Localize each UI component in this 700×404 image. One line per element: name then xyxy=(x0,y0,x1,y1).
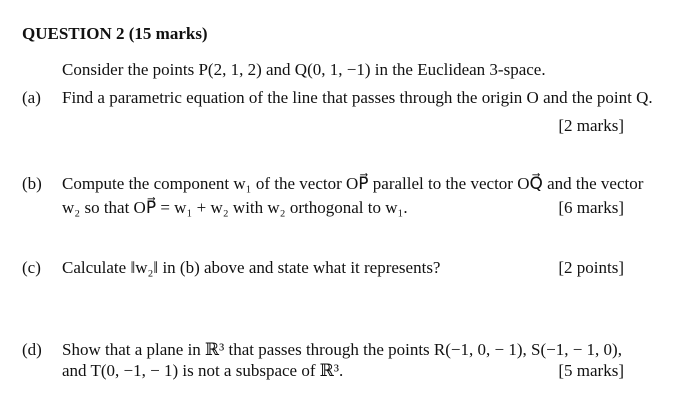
part-d-label: (d) xyxy=(22,340,42,359)
part-a-text: Find a parametric equation of the line that passes through the origin O and the point Q. xyxy=(62,88,653,107)
part-d-text-line-2: and T(0, −1, − 1) is not a subspace of ℝ³. xyxy=(62,361,344,380)
part-d-text-line-1: Show that a plane in ℝ³ that passes through the points R(−1, 0, − 1), S(−1, − 1, 0), xyxy=(62,340,622,359)
part-c-marks: [2 points] xyxy=(558,258,624,277)
part-b-text-line-2: w₂ so that OP⃗ = w₁ + w₂ with w₂ orthogonal to w₁. xyxy=(62,198,408,217)
part-b-label: (b) xyxy=(22,174,42,193)
part-c-text: Calculate ‖w₂‖ in (b) above and state what it represents? xyxy=(62,258,441,277)
question-intro: Consider the points P(2, 1, 2) and Q(0, 1, −1) in the Euclidean 3-space. xyxy=(62,60,546,79)
part-b-marks: [6 marks] xyxy=(558,198,624,217)
part-a-marks: [2 marks] xyxy=(558,116,624,135)
part-a-label: (a) xyxy=(22,88,41,107)
part-c-label: (c) xyxy=(22,258,41,277)
question-heading: QUESTION 2 (15 marks) xyxy=(22,24,208,43)
part-b-text-line-1: Compute the component w₁ of the vector OP⃗ parallel to the vector OQ⃗ and the vector xyxy=(62,174,644,193)
part-d-marks: [5 marks] xyxy=(558,361,624,380)
